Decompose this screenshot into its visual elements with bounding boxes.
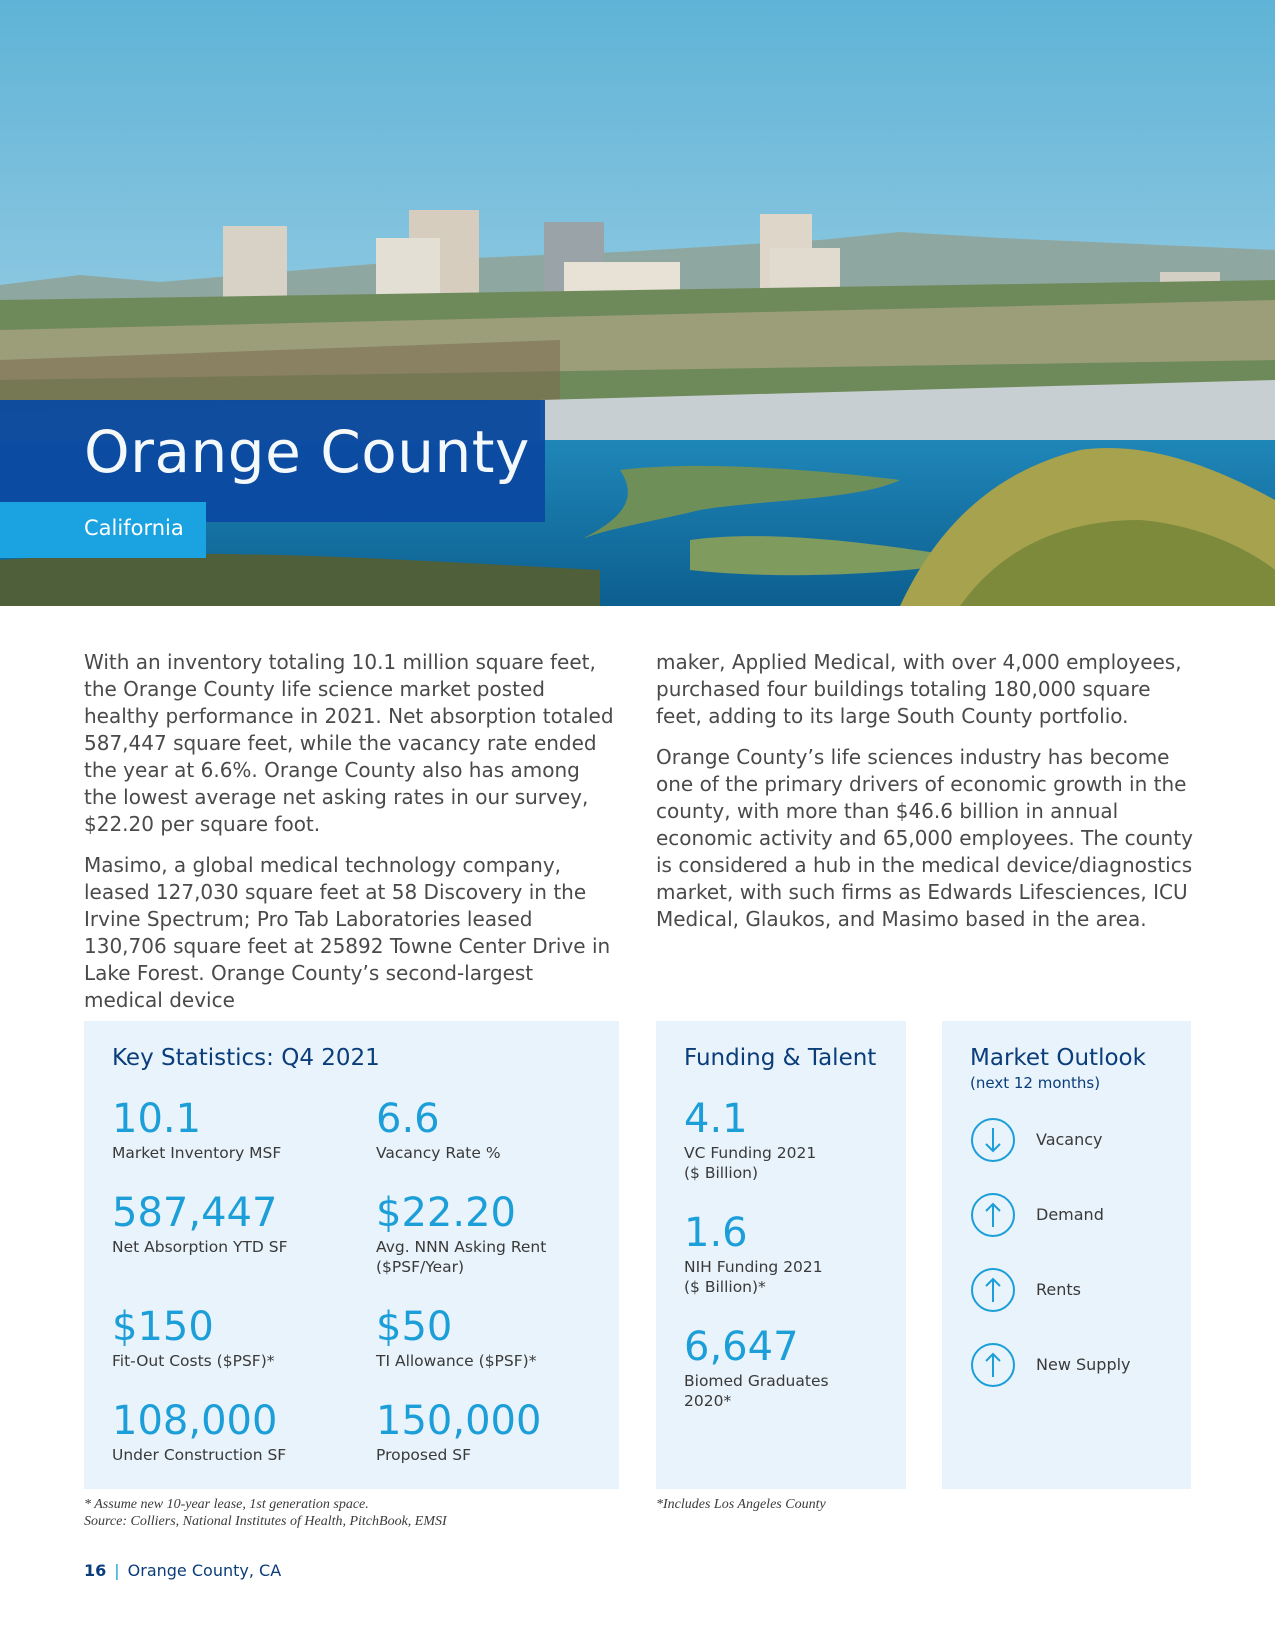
- stat-value: $22.20: [376, 1190, 516, 1236]
- funding-footnote: *Includes Los Angeles County: [656, 1497, 826, 1512]
- outlook-rents: [970, 1267, 1170, 1319]
- stat-label: Market Inventory MSF: [112, 1144, 282, 1162]
- stat-market-inventory: [112, 1097, 281, 1163]
- body-column-right: [656, 649, 1196, 947]
- funding-talent-title: Funding & Talent: [684, 1045, 877, 1071]
- page-number: 16: [84, 1561, 107, 1580]
- stat-net-absorption: [112, 1191, 288, 1257]
- arrow-up-icon: [970, 1267, 1016, 1313]
- key-statistics-panel: [84, 1021, 619, 1489]
- outlook-label: Rents: [1036, 1280, 1081, 1299]
- outlook-new-supply: [970, 1342, 1170, 1394]
- stat-value: $50: [376, 1304, 453, 1350]
- arrow-up-icon: [970, 1192, 1016, 1238]
- stat-fit-out-costs: [112, 1305, 275, 1371]
- outlook-label: Demand: [1036, 1205, 1104, 1224]
- outlook-label: New Supply: [1036, 1355, 1131, 1374]
- stat-label: Under Construction SF: [112, 1446, 287, 1464]
- stat-asking-rent: [376, 1191, 576, 1277]
- stat-label: Avg. NNN Asking Rent ($PSF/Year): [376, 1238, 547, 1276]
- stat-proposed: [376, 1399, 541, 1465]
- body-column-left: [84, 649, 614, 1028]
- footer-location: Orange County, CA: [127, 1561, 282, 1580]
- funding-talent-panel: [656, 1021, 906, 1489]
- stat-value: 587,447: [112, 1190, 278, 1236]
- page-subtitle: California: [84, 516, 184, 540]
- stat-value: 6,647: [684, 1324, 799, 1370]
- stat-label: Proposed SF: [376, 1446, 472, 1464]
- paragraph: Masimo, a global medical technology company, leased 127,030 square feet at 58 Discovery in the Irvine Spectrum; Pro Tab Laboratories leased 130,706 square feet at 25892 Towne Center Drive in Lake Forest. Orange County’s second-largest medical device: [84, 853, 611, 1012]
- stat-vacancy-rate: [376, 1097, 501, 1163]
- stat-label: NIH Funding 2021: [684, 1258, 823, 1276]
- subtitle-banner: [0, 502, 206, 558]
- arrow-down-icon: [970, 1117, 1016, 1163]
- stat-value: 150,000: [376, 1398, 542, 1444]
- stat-value: 4.1: [684, 1096, 748, 1142]
- stat-label: Fit-Out Costs ($PSF)*: [112, 1352, 275, 1370]
- stat-value: 108,000: [112, 1398, 278, 1444]
- stat-label: TI Allowance ($PSF)*: [376, 1352, 537, 1370]
- stat-label-unit: ($ Billion)*: [684, 1278, 766, 1296]
- outlook-label: Vacancy: [1036, 1130, 1103, 1149]
- stat-label: Net Absorption YTD SF: [112, 1238, 288, 1256]
- stat-nih-funding: [684, 1211, 823, 1297]
- stat-under-construction: [112, 1399, 286, 1465]
- stat-value: 10.1: [112, 1096, 202, 1142]
- outlook-demand: [970, 1192, 1170, 1244]
- market-outlook-subtitle: (next 12 months): [970, 1074, 1101, 1092]
- footer-separator: |: [114, 1561, 120, 1580]
- stat-vc-funding: [684, 1097, 816, 1183]
- stat-value: 6.6: [376, 1096, 440, 1142]
- footnote-line: * Assume new 10-year lease, 1st generation space.: [84, 1497, 369, 1512]
- paragraph: Orange County’s life sciences industry has become one of the primary drivers of economic growth in the county, with more than $46.6 billion in annual economic activity and 65,000 employees. The county is considered a hub in the medical device/diagnostics market, with such firms as Edwards Lifesciences, ICU Medical, Glaukos, and Masimo based in the area.: [656, 745, 1193, 931]
- stat-label: VC Funding 2021: [684, 1144, 817, 1162]
- page-footer: [84, 1561, 281, 1580]
- stat-label-unit: 2020*: [684, 1392, 732, 1410]
- stat-label-unit: ($ Billion): [684, 1164, 759, 1182]
- arrow-up-icon: [970, 1342, 1016, 1388]
- key-statistics-title: Key Statistics: Q4 2021: [112, 1045, 380, 1071]
- paragraph: maker, Applied Medical, with over 4,000 employees, purchased four buildings totaling 180,000 square feet, adding to its large South County portfolio.: [656, 650, 1182, 728]
- page-title: Orange County: [84, 418, 530, 486]
- market-outlook-panel: [942, 1021, 1191, 1489]
- stat-value: $150: [112, 1304, 214, 1350]
- paragraph: With an inventory totaling 10.1 million square feet, the Orange County life science market posted healthy performance in 2021. Net absorption totaled 587,447 square feet, while the vacancy rate ended the year at 6.6%. Orange County also has among the lowest average net asking rates in our survey, $22.20 per square foot.: [84, 650, 614, 836]
- stat-label: Vacancy Rate %: [376, 1144, 501, 1162]
- stat-value: 1.6: [684, 1210, 748, 1256]
- source-note: Source: Colliers, National Institutes of Health, PitchBook, EMSI: [84, 1514, 447, 1529]
- stat-label: Biomed Graduates: [684, 1372, 829, 1390]
- market-outlook-title: Market Outlook: [970, 1045, 1146, 1071]
- stat-ti-allowance: [376, 1305, 536, 1371]
- stat-biomed-graduates: [684, 1325, 829, 1411]
- outlook-vacancy: [970, 1117, 1170, 1169]
- key-statistics-footnote: [84, 1496, 447, 1530]
